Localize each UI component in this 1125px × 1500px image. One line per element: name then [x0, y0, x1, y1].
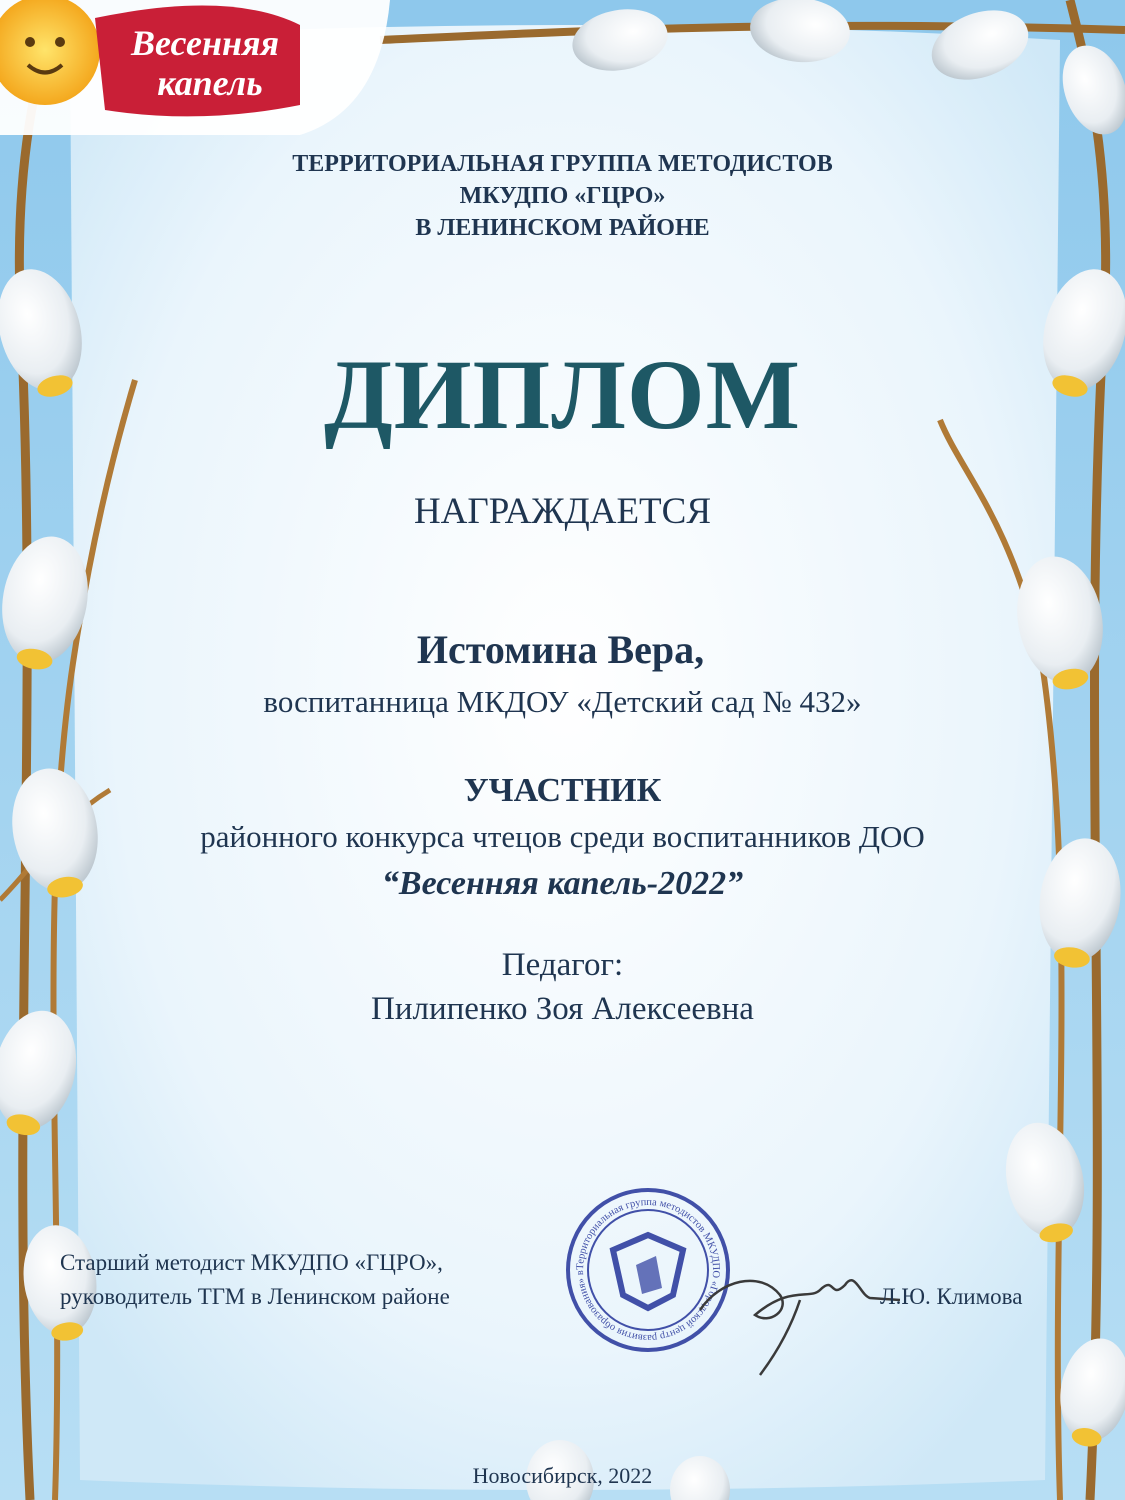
contest-description: районного конкурса чтецов среди воспитанников ДОО — [200, 819, 925, 854]
teacher-label: Педагог: — [501, 947, 624, 983]
awarded-label: НАГРАЖДАЕТСЯ — [413, 491, 712, 532]
teacher-name: Пилипенко Зоя Алексеевна — [371, 991, 754, 1027]
logo-text-line2: капель — [157, 63, 263, 103]
signer-name: Л.Ю. Климова — [880, 1284, 1023, 1309]
participant-status: УЧАСТНИК — [463, 772, 662, 809]
signer-position-line-1: Старший методист МКУДПО «ГЦРО», — [60, 1250, 443, 1275]
footer-city-year: Новосибирск, 2022 — [472, 1463, 653, 1488]
organization-line-2: МКУДПО «ГЦРО» — [459, 183, 666, 209]
diploma-title: ДИПЛОМ — [323, 339, 802, 450]
signer-position-line-2: руководитель ТГМ в Ленинском районе — [60, 1284, 450, 1309]
organization-line-3: В ЛЕНИНСКОМ РАЙОНЕ — [415, 215, 710, 241]
logo-emblem — [0, 0, 390, 135]
recipient-name: Истомина Вера, — [416, 627, 705, 672]
organization-line-1: ТЕРРИТОРИАЛЬНАЯ ГРУППА МЕТОДИСТОВ — [292, 151, 833, 177]
logo-text-line1: Весенняя — [130, 23, 280, 63]
contest-name: “Весенняя капель-2022” — [381, 865, 744, 902]
svg-text:Территориальная группа методис: Территориальная группа методистов МКУДПО «Городской центр развития образования» в — [574, 1196, 722, 1344]
recipient-description: воспитанница МКДОУ «Детский сад № 432» — [263, 684, 862, 719]
